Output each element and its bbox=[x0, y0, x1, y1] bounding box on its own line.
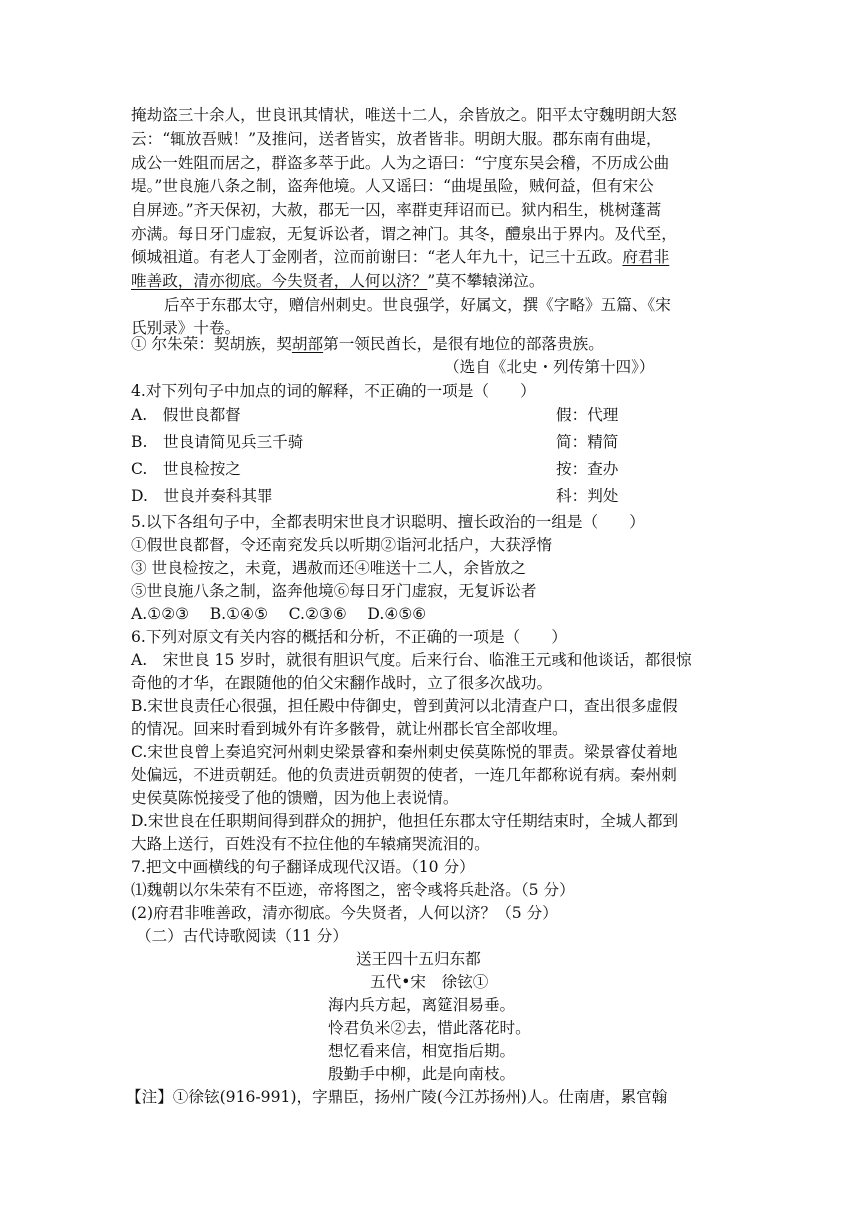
q4-option-c: C. 世良检按之 按：查办 bbox=[131, 460, 619, 478]
poem-line: 想忆看来信，相宽指后期。 bbox=[328, 1042, 516, 1060]
q6-line: 奇他的才华，在跟随他的伯父宋翻作战时，立了很多次战功。 bbox=[131, 674, 553, 692]
underlined-sentence: 唯善政，清亦彻底。今失贤者，人何以济？ bbox=[131, 272, 428, 290]
q6-line: 处偏远，不进贡朝廷。他的负责进贡朝贺的使者，一连几年都称说有病。秦州刺 bbox=[131, 766, 677, 784]
q6-line: D.宋世良在任职期间得到群众的拥护，他担任东郡太守任期结束时，全城人都到 bbox=[131, 812, 679, 830]
poem-note: 【注】①徐铉(916-991)，字鼎臣，扬州广陵(今江苏扬州)人。仕南唐，累官翰 bbox=[126, 1088, 668, 1106]
footnote: ① 尔朱荣：契胡族，契胡部第一领民酋长，是很有地位的部落贵族。 bbox=[131, 335, 604, 353]
q4-option-a: A. 假世良都督 假：代理 bbox=[131, 406, 619, 424]
passage-line: 氏别录》十卷。 bbox=[131, 319, 241, 337]
question-5-stem: 5.以下各组句子中，全都表明宋世良才识聪明、擅长政治的一组是（ ） bbox=[131, 513, 645, 531]
q6-line: 的情况。回来时看到城外有许多骸骨，就让州郡长官全部收埋。 bbox=[131, 720, 568, 738]
q4-option-b: B. 世良请简见兵三千骑 简：精简 bbox=[131, 433, 619, 451]
underlined-sentence: 府君非 bbox=[622, 248, 670, 266]
poem-title: 送王四十五归东都 bbox=[356, 950, 481, 968]
poem-line: 殷勤手中柳，此是向南枝。 bbox=[328, 1065, 516, 1083]
passage-line: 堤。”世良施八条之制，盗奔他境。人又谣曰：“曲堤虽险，贼何益，但有宋公 bbox=[131, 177, 654, 195]
passage-line: 掩劫盗三十余人，世良讯其情状，唯送十二人，余皆放之。阳平太守魏明朗大怒 bbox=[131, 106, 677, 124]
q5-line: ③ 世良检按之，未竟，遇赦而还④唯送十二人，余皆放之 bbox=[131, 559, 526, 577]
passage-text: ”莫不攀辕涕泣。 bbox=[427, 272, 545, 290]
q6-line: B.宋世良责任心很强，担任殿中侍御史，曾到黄河以北清查户口，查出很多虚假 bbox=[131, 697, 678, 715]
passage-line: 自屏迹。”齐天保初，大赦，郡无一囚，率群吏拜诏而已。狱内稆生，桃树蓬蒿 bbox=[131, 201, 662, 219]
poem-author: 五代•宋 徐铉① bbox=[370, 973, 489, 991]
q5-line: ①假世良都督，令还南兖发兵以听期②诣河北括户，大获浮惰 bbox=[131, 536, 553, 554]
q6-line: 大路上送行，百姓没有不拉住他的车辕痛哭流泪的。 bbox=[131, 835, 490, 853]
poem-line: 海内兵方起，离筵泪易垂。 bbox=[328, 996, 516, 1014]
q5-line: ⑤世良施八条之制，盗奔他境⑥每日牙门虚寂，无复诉讼者 bbox=[131, 582, 537, 600]
q6-line: 史侯莫陈悦接受了他的馈赠，因为他上表说情。 bbox=[131, 789, 459, 807]
passage-line: 云：“辄放吾贼！”及推问，送者皆实，放者皆非。明朗大服。郡东南有曲堤， bbox=[131, 130, 662, 148]
passage-line: 成公一姓阻而居之，群盗多萃于此。人为之语曰：“宁度东吴会稽，不历成公曲 bbox=[131, 154, 670, 172]
q6-line: A. 宋世良 15 岁时，就很有胆识气度。后来行台、临淮王元彧和他谈话，都很惊 bbox=[131, 651, 692, 669]
poem-line: 怜君负米②去，惜此落花时。 bbox=[328, 1019, 531, 1037]
passage-line: 亦满。每日牙门虚寂，无复诉讼者，谓之神门。其冬，醴泉出于界内。及代至， bbox=[131, 225, 677, 243]
question-6-stem: 6.下列对原文有关内容的概括和分析，不正确的一项是（ ） bbox=[131, 628, 567, 646]
q7-item: ⑴魏朝以尔朱荣有不臣迹，帝将图之，密令彧将兵赴洛。（5 分） bbox=[131, 881, 575, 899]
source-citation: （选自《北史・列传第十四》） bbox=[444, 358, 655, 376]
section-heading: （二）古代诗歌阅读（11 分） bbox=[136, 927, 348, 945]
passage-line bbox=[131, 247, 669, 267]
q6-line: C.宋世良曾上奏追究河州刺史梁景睿和秦州刺史侯莫陈悦的罪责。梁景睿仗着地 bbox=[131, 743, 678, 761]
q4-option-d: D. 世良并奏科其罪 科：判处 bbox=[131, 487, 619, 505]
q7-item: (2)府君非唯善政，清亦彻底。今失贤者，人何以济？（5 分） bbox=[131, 904, 558, 922]
q5-choices: A.①②③ B.①④⑤ C.②③⑥ D.④⑤⑥ bbox=[131, 605, 427, 623]
passage-line: 后卒于东郡太守，赠信州刺史。世良强学，好属文，撰《字略》五篇、《宋 bbox=[164, 296, 671, 314]
question-7-stem: 7.把文中画横线的句子翻译成现代汉语。（10 分） bbox=[131, 858, 475, 876]
question-4-stem: 4.对下列句子中加点的词的解释，不正确的一项是（ ） bbox=[131, 382, 536, 400]
passage-text: 倾城祖道。有老人丁金刚者，泣而前谢曰：“老人年九十，记三十五政。 bbox=[131, 248, 623, 266]
passage-line bbox=[131, 271, 544, 291]
